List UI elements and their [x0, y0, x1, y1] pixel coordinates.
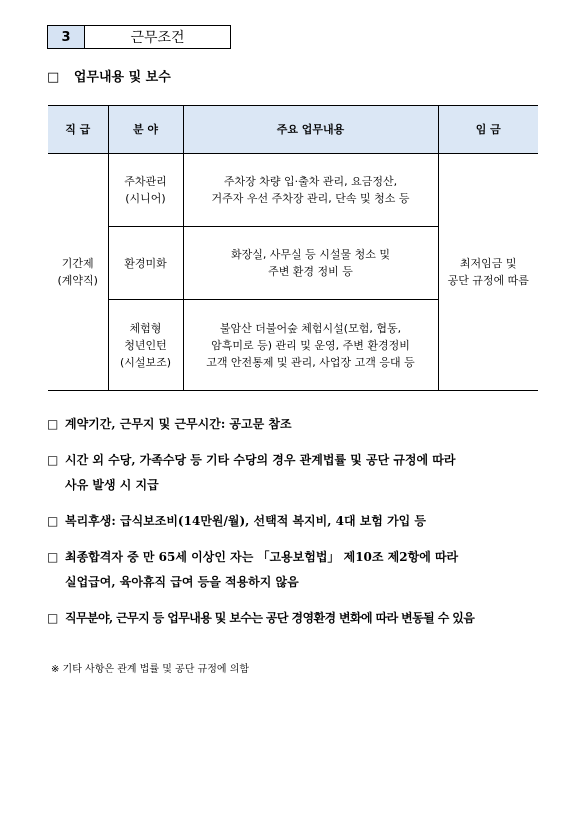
list-item-text: 복리후생: 급식보조비(14만원/월), 선택적 복지비, 4대 보험 가입 등 [65, 514, 427, 528]
checkbox-glyph: □ [47, 453, 59, 467]
section-title: 근무조건 [130, 30, 185, 46]
footnote: ※ 기타 사항은 관계 법률 및 공단 규정에 의함 [51, 664, 250, 675]
subheading-text: 업무내용 및 보수 [73, 70, 171, 85]
list-item-text: 시간 외 수당, 가족수당 등 기타 수당의 경우 관계법률 및 공단 규정에 따라 [65, 453, 456, 467]
list-item [47, 606, 557, 631]
duties-cell: 주차장 차량 입·출차 관리, 요금정산, 거주자 우선 주차장 관리, 단속 및 청소 등 [183, 154, 438, 227]
list-item [47, 412, 557, 437]
list-item-text: 직무분야, 근무지 등 업무내용 및 보수는 공단 경영환경 변화에 따라 변동될 수 있음 [65, 611, 475, 625]
grade-cell: 기간제 (계약직) [48, 154, 108, 391]
checkbox-glyph: □ [47, 417, 59, 431]
field-cell: 환경미화 [108, 227, 183, 300]
duties-cell: 불암산 더불어숲 체험시설(모험, 협동, 암흑미로 등) 관리 및 운영, 주변 환경정비 고객 안전통제 및 관리, 사업장 고객 응대 등 [183, 300, 438, 391]
wage-cell: 최저임금 및 공단 규정에 따름 [438, 154, 538, 391]
table-row [48, 154, 538, 227]
checkbox-glyph: □ [47, 70, 60, 85]
list-item [47, 545, 557, 595]
conditions-list [47, 412, 557, 642]
list-item-text: 최종합격자 중 만 65세 이상인 자는 「고용보험법」 제10조 제2항에 따라 [65, 550, 459, 564]
field-cell: 체험형 청년인턴 (시설보조) [108, 300, 183, 391]
section-number: 3 [48, 26, 85, 48]
list-item-text: 계약기간, 근무지 및 근무시간: 공고문 참조 [65, 417, 292, 431]
section-header [47, 25, 231, 49]
header-grade: 직 급 [48, 106, 108, 154]
list-item-continuation: 사유 발생 시 지급 [65, 478, 159, 492]
list-item [47, 448, 557, 498]
list-item [47, 509, 557, 534]
header-wage: 임 금 [438, 106, 538, 154]
checkbox-glyph: □ [47, 550, 59, 564]
checkbox-glyph: □ [47, 514, 59, 528]
header-duties: 주요 업무내용 [183, 106, 438, 154]
header-field: 분 야 [108, 106, 183, 154]
table-header-row [48, 106, 538, 154]
checkbox-glyph: □ [47, 611, 58, 625]
subheading [47, 66, 171, 85]
work-conditions-table [48, 105, 538, 391]
list-item-continuation: 실업급여, 육아휴직 급여 등을 적용하지 않음 [65, 575, 299, 589]
field-cell: 주차관리 (시니어) [108, 154, 183, 227]
duties-cell: 화장실, 사무실 등 시설물 청소 및 주변 환경 정비 등 [183, 227, 438, 300]
